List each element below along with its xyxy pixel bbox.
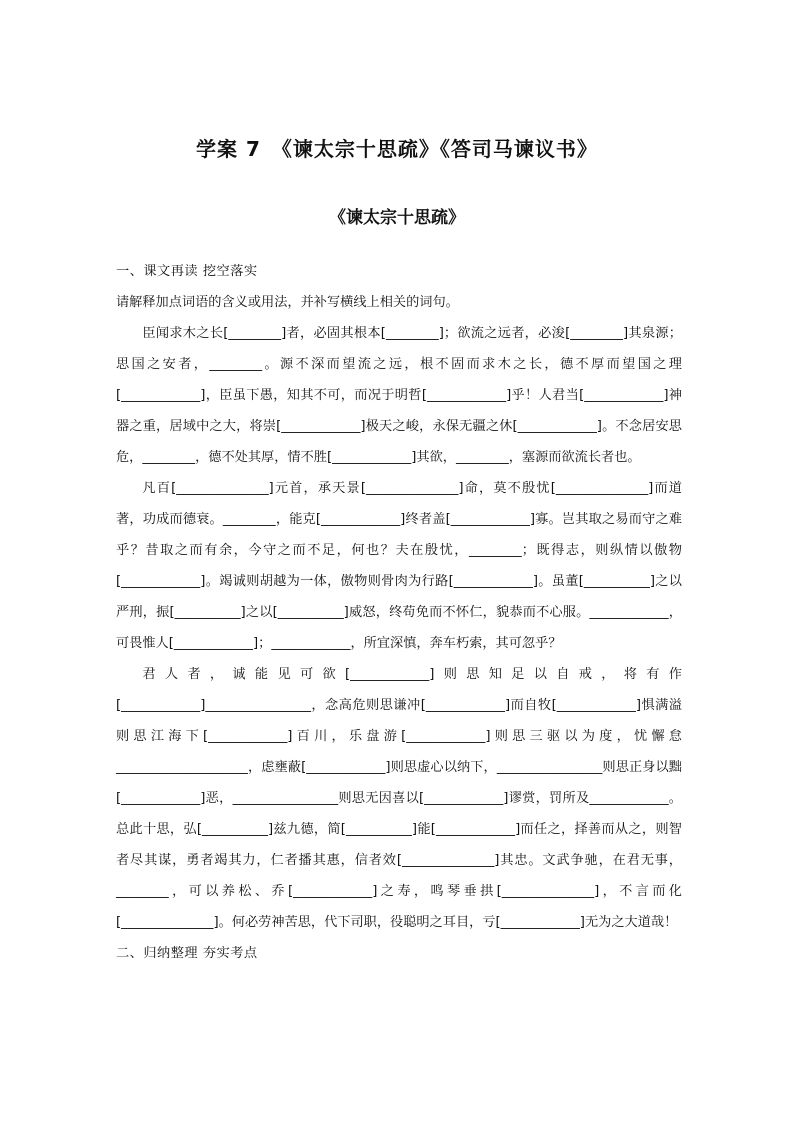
document-title: 学案 7 《谏太宗十思疏》《答司马谏议书》 — [196, 137, 598, 161]
section-heading-1: 一、课文再读 挖空落实 — [116, 264, 258, 279]
section-heading-2: 二、归纳整理 夯实考点 — [116, 946, 258, 961]
paragraph-1: 臣闻求木之长[________]者，必固其根本[________]；欲流之远者，必浚[________]其泉源；思国之安者，________。源不深而望流之远，根不固而求木之长，德不厚而望国之理[____________]，臣虽下愚，知其不可，而况于明哲[____________]乎！人君当[____________]神器之重，居域中之大，将崇[____________]极天之峻，永保无疆之休[____________]。不念居安思危，________，德不处其厚，情不胜[____________]其欲，________，塞源而欲流长者也。 — [116, 326, 682, 465]
paragraph-3: 君人者，诚能见可欲[____________]则思知足以自戒，将有作[____________]________________，念高危则思谦冲[____________]而自牧[____________]惧满溢则思江海下[____________]百川，乐盘游[____________]则思三驱以为度，忧懈怠____________________，虑壅蔽[____________]则思虚心以纳下，________________则思正身以黜[____________]恶，________________则思无因喜以[____________]谬赏，罚所及____________。总此十思，弘[__________]兹九德，简[__________]能[____________]而任之，择善而从之，则智者尽其谋，勇者竭其力，仁者播其惠，信者效[______________]其忠。文武争驰，在君无事，________，可以养松、乔[____________]之寿，鸣琴垂拱[______________]，不言而化[______________]。何必劳神苦思，代下司职，役聪明之耳目，亏[____________]无为之大道哉！ — [116, 667, 682, 930]
paragraph-2: 凡百[______________]元首，承天景[______________]命，莫不殷忧[______________]而道著，功成而德衰。________，能克[____________]终者盖[____________]寡。岂其取之易而守之难乎？昔取之而有余，今守之而不足，何也？夫在殷忧，________；既得志，则纵情以傲物[____________]。竭诚则胡越为一体，傲物则骨肉为行路[____________]。虽董[__________]之以严刑，振[__________]之以[__________]威怒，终苟免而不怀仁，貌恭而不心服。____________，可畏惟人[____________]；____________，所宜深慎，奔车朽索，其可忽乎？ — [116, 481, 682, 651]
document-subtitle: 《谏太宗十思疏》 — [329, 208, 465, 228]
instruction-text: 请解释加点词语的含义或用法，并补写横线上相关的词句。 — [116, 295, 459, 310]
document-body — [116, 256, 682, 969]
